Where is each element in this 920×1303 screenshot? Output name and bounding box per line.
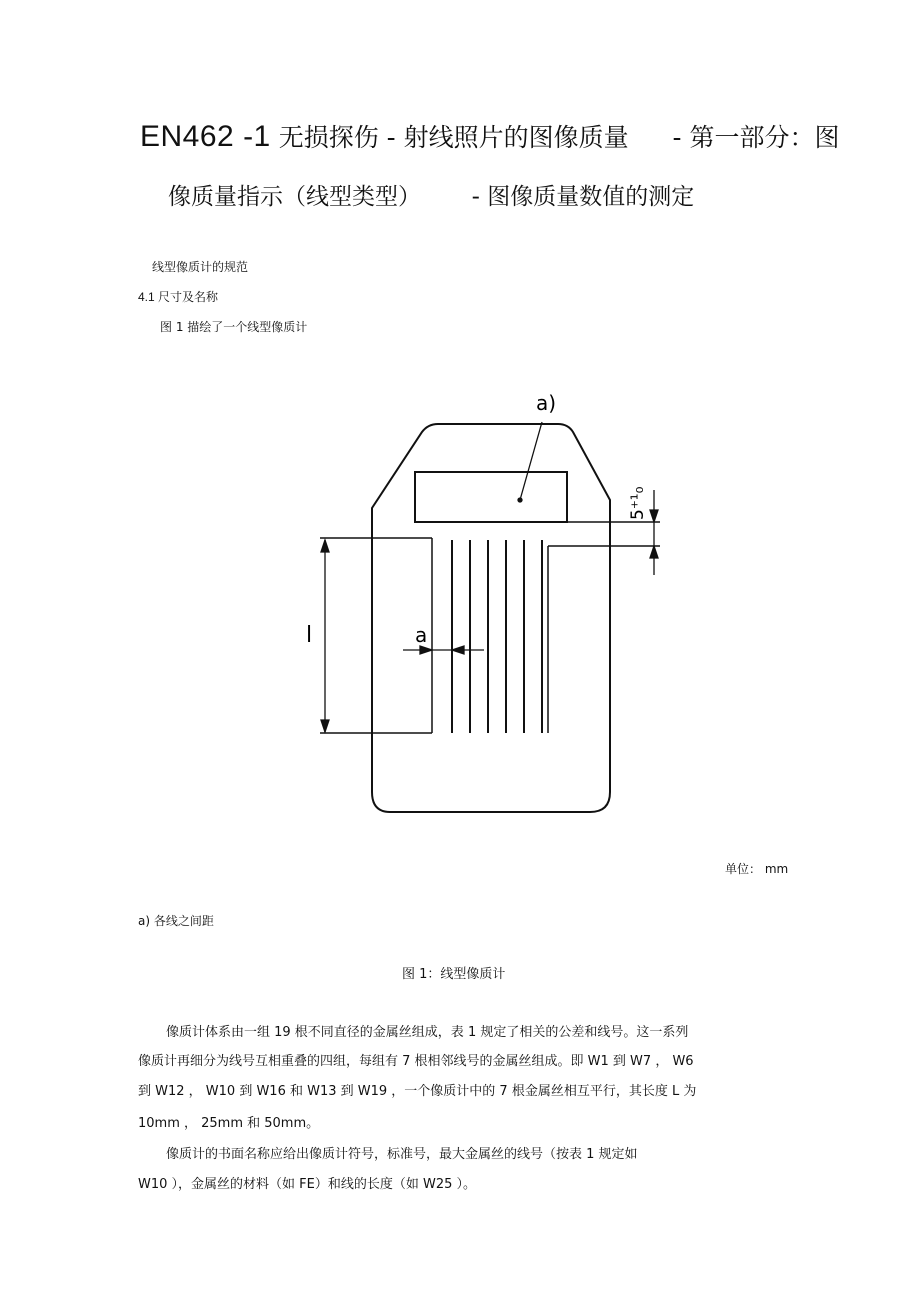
unit-label: 单位： mm [725,862,789,876]
title-part: - 第一部分：图 [672,123,840,152]
sub-heading: 4.1 尺寸及名称 [138,290,219,304]
figure-caption: 图 1：线型像质计 [402,967,506,982]
para1-line2: 像质计再细分为线号互相重叠的四组，每组有 7 根相邻线号的金属丝组成。即 W1 到 W7 ， W6 [138,1054,694,1069]
label-window [415,472,567,522]
title-line-1 [140,118,840,154]
figure-intro: 图 1 描绘了一个线型像质计 [160,320,308,334]
iqi-drawing [300,380,680,830]
label-a-spacing: a [415,623,428,647]
standard-code: EN462 -1 [140,120,271,153]
iqi-outline [372,424,610,812]
para2-line2: W10 ），金属丝的材料（如 FE）和线的长度（如 W25 ）。 [138,1177,477,1192]
para2-line1: 像质计的书面名称应给出像质计符号，标准号，最大金属丝的线号（按表 1 规定如 [166,1147,638,1162]
figure-footnote: a) 各线之间距 [138,914,214,928]
title-main: 无损探伤 - 射线照片的图像质量 [278,123,629,152]
title-sub-b: - 图像质量数值的测定 [471,184,695,210]
para1-line3: 到 W12 ， W10 到 W16 和 W13 到 W19 ，一个像质计中的 7 根金属丝相互平行，其长度 L 为 [138,1084,697,1099]
para1-line4: 10mm ， 25mm 和 50mm。 [138,1116,320,1131]
iqi-figure [300,380,680,830]
section-heading: 线型像质计的规范 [152,260,249,274]
label-a-paren: a) [536,391,557,415]
para1-line1: 像质计体系由一组 19 根不同直径的金属丝组成，表 1 规定了相关的公差和线号。这一系列 [166,1025,689,1040]
wires [452,540,542,733]
title-line-2 [168,178,694,211]
label-length: l [306,623,313,648]
title-sub-a: 像质量指示（线型类型） [168,184,421,210]
label-dimension: 5⁺¹₀ [628,486,648,520]
